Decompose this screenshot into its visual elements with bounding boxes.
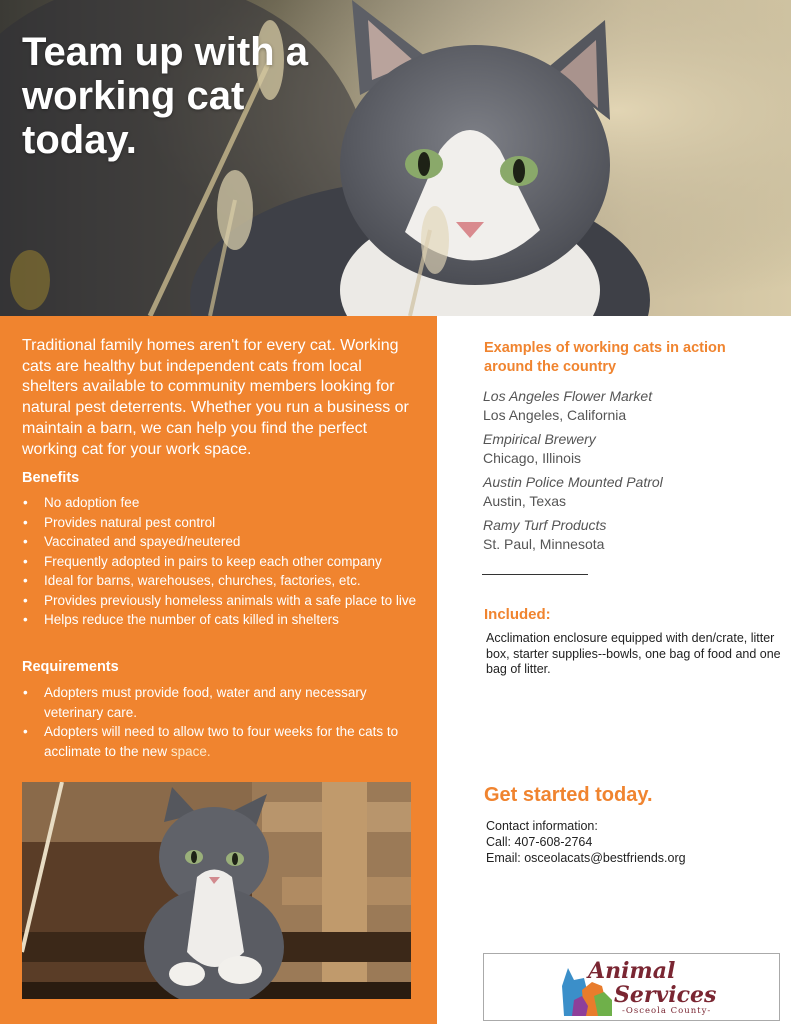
- example-name: Ramy Turf Products: [483, 517, 607, 533]
- list-item: • No adoption fee: [22, 493, 417, 513]
- example-location: Chicago, Illinois: [483, 450, 582, 466]
- hero-title: Team up with a working cat today.: [22, 30, 308, 162]
- requirements-list: [22, 683, 417, 761]
- list-item: [483, 388, 783, 431]
- logo-county: -Osceola County-: [622, 1006, 712, 1016]
- list-item: [483, 474, 783, 517]
- kitten-photo: [22, 782, 411, 999]
- get-started-heading: Get started today.: [484, 784, 653, 806]
- highlight-word: space.: [170, 743, 211, 759]
- list-item: • Vaccinated and spayed/neutered: [22, 532, 417, 552]
- example-name: Austin Police Mounted Patrol: [483, 474, 663, 490]
- benefits-heading: Benefits: [22, 470, 80, 486]
- right-column: [437, 316, 791, 1024]
- divider: [482, 574, 588, 575]
- list-item: • Provides natural pest control: [22, 513, 417, 533]
- list-item: • Helps reduce the number of cats killed in shelters: [22, 610, 417, 630]
- list-item: [483, 431, 783, 474]
- left-column: [0, 316, 437, 1024]
- list-item: [22, 722, 417, 761]
- example-location: St. Paul, Minnesota: [483, 536, 605, 552]
- contact-email: Email: osceolacats@bestfriends.org: [486, 851, 686, 865]
- intro-paragraph: Traditional family homes aren't for every cat. Working cats are healthy but independent cats from local shelters available to community members looking for natural pest deterrents. Whether you run a business or maintain a barn, we can help you find the perfect working cat for your work space.: [22, 337, 409, 458]
- benefits-list: [22, 493, 417, 630]
- list-item: • Frequently adopted in pairs to keep each other company: [22, 552, 417, 572]
- contact-phone: Call: 407-608-2764: [486, 835, 593, 849]
- list-item: • Adopters must provide food, water and any necessary veterinary care.: [22, 683, 417, 722]
- logo-line2: Services: [614, 982, 717, 1008]
- contact-info: [486, 818, 776, 866]
- contact-label: Contact information:: [486, 819, 598, 833]
- example-name: Los Angeles Flower Market: [483, 388, 653, 404]
- animal-services-logo: [483, 953, 780, 1021]
- hero-banner: [0, 0, 791, 316]
- included-text: Acclimation enclosure equipped with den/crate, litter box, starter supplies--bowls, one bag of food and one bag of litter.: [486, 631, 781, 676]
- included-heading: Included:: [484, 606, 551, 623]
- examples-list: [483, 388, 783, 560]
- logo-line1: Animal: [588, 958, 676, 984]
- list-item: • Provides previously homeless animals with a safe place to live: [22, 591, 417, 611]
- example-location: Austin, Texas: [483, 493, 567, 509]
- requirements-heading: Requirements: [22, 659, 119, 675]
- examples-heading: Examples of working cats in action around the country: [484, 340, 726, 375]
- list-item-text: Adopters will need to allow two to four weeks for the cats to acclimate to the new: [44, 724, 399, 759]
- list-item: [483, 517, 783, 560]
- example-location: Los Angeles, California: [483, 407, 627, 423]
- example-name: Empirical Brewery: [483, 431, 596, 447]
- list-item: • Ideal for barns, warehouses, churches, factories, etc.: [22, 571, 417, 591]
